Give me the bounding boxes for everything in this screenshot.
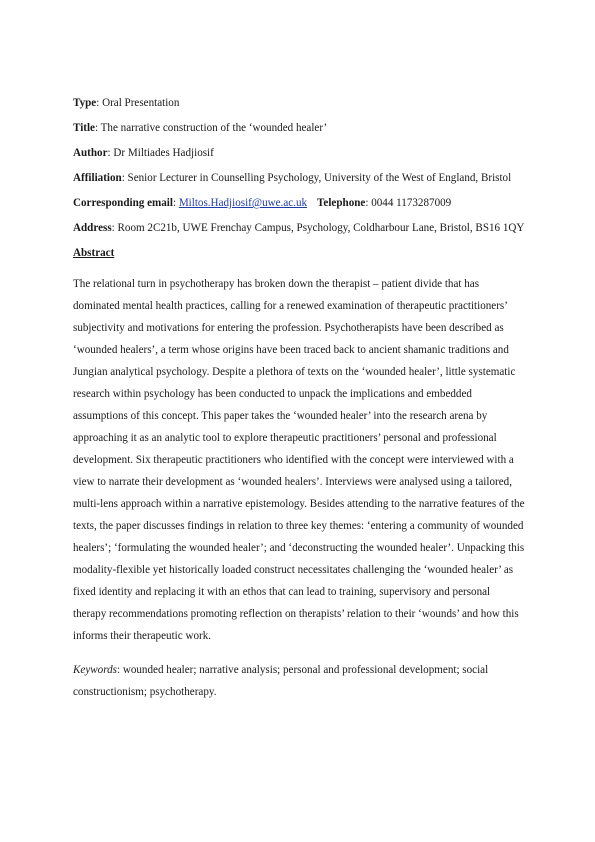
address-label: Address — [73, 222, 112, 234]
abstract-text: The relational turn in psychotherapy has broken down the therapist – patient divide that has dominated mental health practices, calling for a renewed examination of therapeutic practitioners’ subjectivity and motivations for entering the profession. Psychotherapists have been described as ‘wounded healers’, a term whose origins have been traced back to ancient shamanic traditions and Jungian analytical psychology. Despite a plethora of texts on the ‘wounded healer’, little systematic research within psychology has been conducted to unpack the implications and embedded assumptions of this concept. This paper takes the ‘wounded healer’ into the research arena by approaching it as an analytic tool to explore therapeutic practitioners’ personal and professional development. Six therapeutic practitioners who identified with the concept were interviewed with a view to narrate their development as ‘wounded healers’. Interviews were analysed using a tailored, multi-lens approach within a narrative epistemology. Besides attending to the narrative features of the texts, the paper discusses findings in relation to three key themes: ‘entering a community of wounded healers’; ‘formulating the wounded healer’; and ‘deconstructing the wounded healer’. Unpacking this modality-flexible yet historically loaded construct necessitates challenging the ‘wounded healer’ as fixed identity and replacing it with an ethos that can lead to training, supervisory and personal therapy recommendations promoting reflection on therapists’ relation to their ‘wounds’ and how this informs their therapeutic work. — [73, 278, 525, 642]
keywords-line — [73, 659, 525, 703]
address-line — [73, 221, 525, 235]
telephone-label: Telephone — [317, 197, 366, 209]
email-label: Corresponding email — [73, 197, 173, 209]
document-page — [73, 96, 525, 703]
keywords-label: Keywords — [73, 664, 117, 676]
email-separator: : — [172, 197, 179, 209]
type-label: Type — [73, 97, 97, 109]
abstract-heading: Abstract — [73, 247, 115, 259]
type-line — [73, 96, 525, 110]
author-label: Author — [73, 147, 108, 159]
telephone-value: : 0044 1173287009 — [365, 197, 452, 209]
affiliation-line — [73, 171, 525, 185]
author-value: : Dr Miltiades Hadjiosif — [107, 147, 214, 159]
affiliation-label: Affiliation — [73, 172, 122, 184]
email-link[interactable]: Miltos.Hadjiosif@uwe.ac.uk — [178, 197, 308, 209]
author-line — [73, 146, 525, 160]
address-value: : Room 2C21b, UWE Frenchay Campus, Psychology, Coldharbour Lane, Bristol, BS16 1QY — [111, 222, 525, 234]
contact-line — [73, 196, 525, 210]
title-label: Title — [73, 122, 95, 134]
affiliation-value: : Senior Lecturer in Counselling Psychology, University of the West of England, Bristol — [121, 172, 512, 184]
title-line — [73, 121, 525, 135]
title-value: : The narrative construction of the ‘wounded healer’ — [94, 122, 328, 134]
keywords-value: : wounded healer; narrative analysis; personal and professional development; social constructionism; psychotherapy. — [73, 664, 489, 698]
type-value: : Oral Presentation — [96, 97, 180, 109]
